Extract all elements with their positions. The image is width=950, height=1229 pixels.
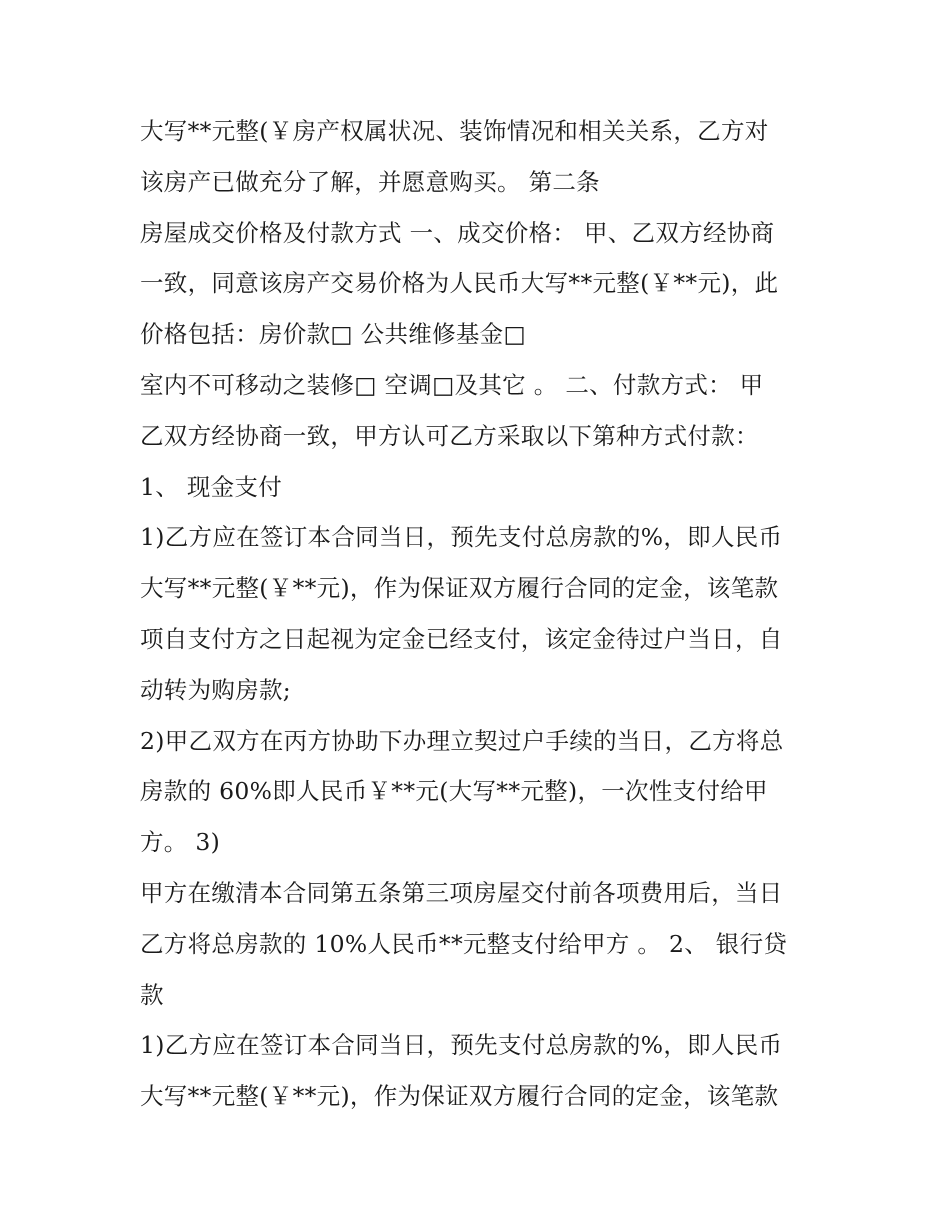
- text-line: 大写**元整(￥**元)，作为保证双方履行合同的定金，该笔款: [140, 574, 779, 603]
- text-line: 大写**元整(￥**元)，作为保证双方履行合同的定金，该笔款: [140, 1082, 779, 1111]
- text-line: 室内不可移动之装修□ 空调□及其它 。 二、付款方式： 甲: [140, 370, 764, 399]
- text-line: 乙双方经协商一致，甲方认可乙方采取以下第种方式付款：: [140, 421, 759, 450]
- text-line: 1)乙方应在签订本合同当日，预先支付总房款的%，即人民币: [140, 523, 783, 552]
- text-line: 房款的 60%即人民币￥**元(大写**元整)，一次性支付给甲: [140, 777, 768, 806]
- text-line: 款: [140, 980, 164, 1009]
- text-line: 甲方在缴清本合同第五条第三项房屋交付前各项费用后，当日: [140, 878, 783, 907]
- text-line: 大写**元整(￥房产权属状况、装饰情况和相关关系，乙方对: [140, 117, 769, 145]
- contract-text-body: [140, 106, 830, 1122]
- text-line: 1)乙方应在签订本合同当日，预先支付总房款的%，即人民币: [140, 1031, 783, 1060]
- text-line: 动转为购房款;: [140, 675, 292, 704]
- section-heading-cash-payment: 1、 现金支付: [140, 472, 283, 501]
- text-line: 2)甲乙双方在丙方协助下办理立契过户手续的当日，乙方将总: [140, 726, 784, 755]
- text-line: 乙方将总房款的 10%人民币**元整支付给甲方 。 2、 银行贷: [140, 929, 788, 958]
- text-line: 项自支付方之日起视为定金已经支付，该定金待过户当日，自: [140, 624, 783, 653]
- text-line: 该房产已做充分了解，并愿意购买。 第二条: [140, 167, 600, 196]
- text-line: 一致，同意该房产交易价格为人民币大写**元整(￥**元)，此: [140, 269, 779, 298]
- text-line: 房屋成交价格及付款方式 一、成交价格： 甲、乙双方经协商: [140, 218, 775, 247]
- text-line: 价格包括：房价款□ 公共维修基金□: [140, 320, 526, 349]
- text-line: 方。 3): [140, 828, 221, 857]
